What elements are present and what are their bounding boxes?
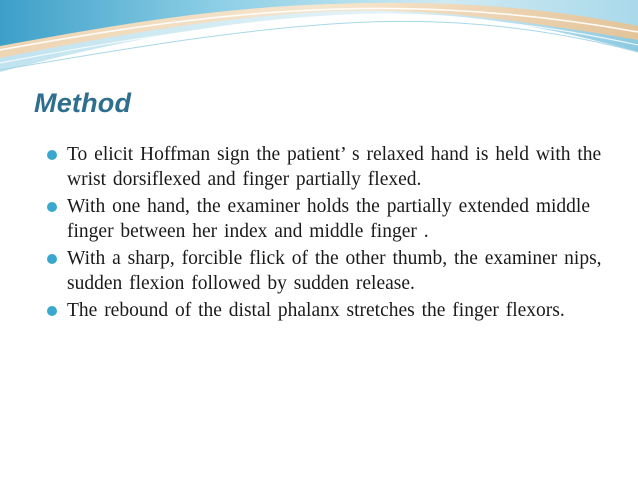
- bullet-list: [44, 142, 604, 325]
- bullet-dot-icon: [47, 254, 57, 264]
- bullet-text: The rebound of the distal phalanx stretches the finger flexors.: [67, 300, 565, 321]
- bullet-text: To elicit Hoffman sign the patient’ s relaxed hand is held with the wrist dorsiflexed and finger partially flexed.: [67, 144, 602, 190]
- bullet-dot-icon: [47, 150, 57, 160]
- bullet-item: [44, 142, 604, 192]
- bullet-item: [44, 298, 604, 323]
- bullet-text: With one hand, the examiner holds the partially extended middle finger between her index and middle finger .: [67, 196, 590, 242]
- bullet-dot-icon: [47, 306, 57, 316]
- bullet-dot-icon: [47, 202, 57, 212]
- bullet-item: [44, 246, 604, 296]
- bullet-text: With a sharp, forcible flick of the other thumb, the examiner nips, sudden flexion followed by sudden release.: [67, 248, 602, 294]
- bullet-item: [44, 194, 604, 244]
- slide-title: Method: [34, 88, 132, 118]
- decorative-wave-header: [0, 0, 638, 80]
